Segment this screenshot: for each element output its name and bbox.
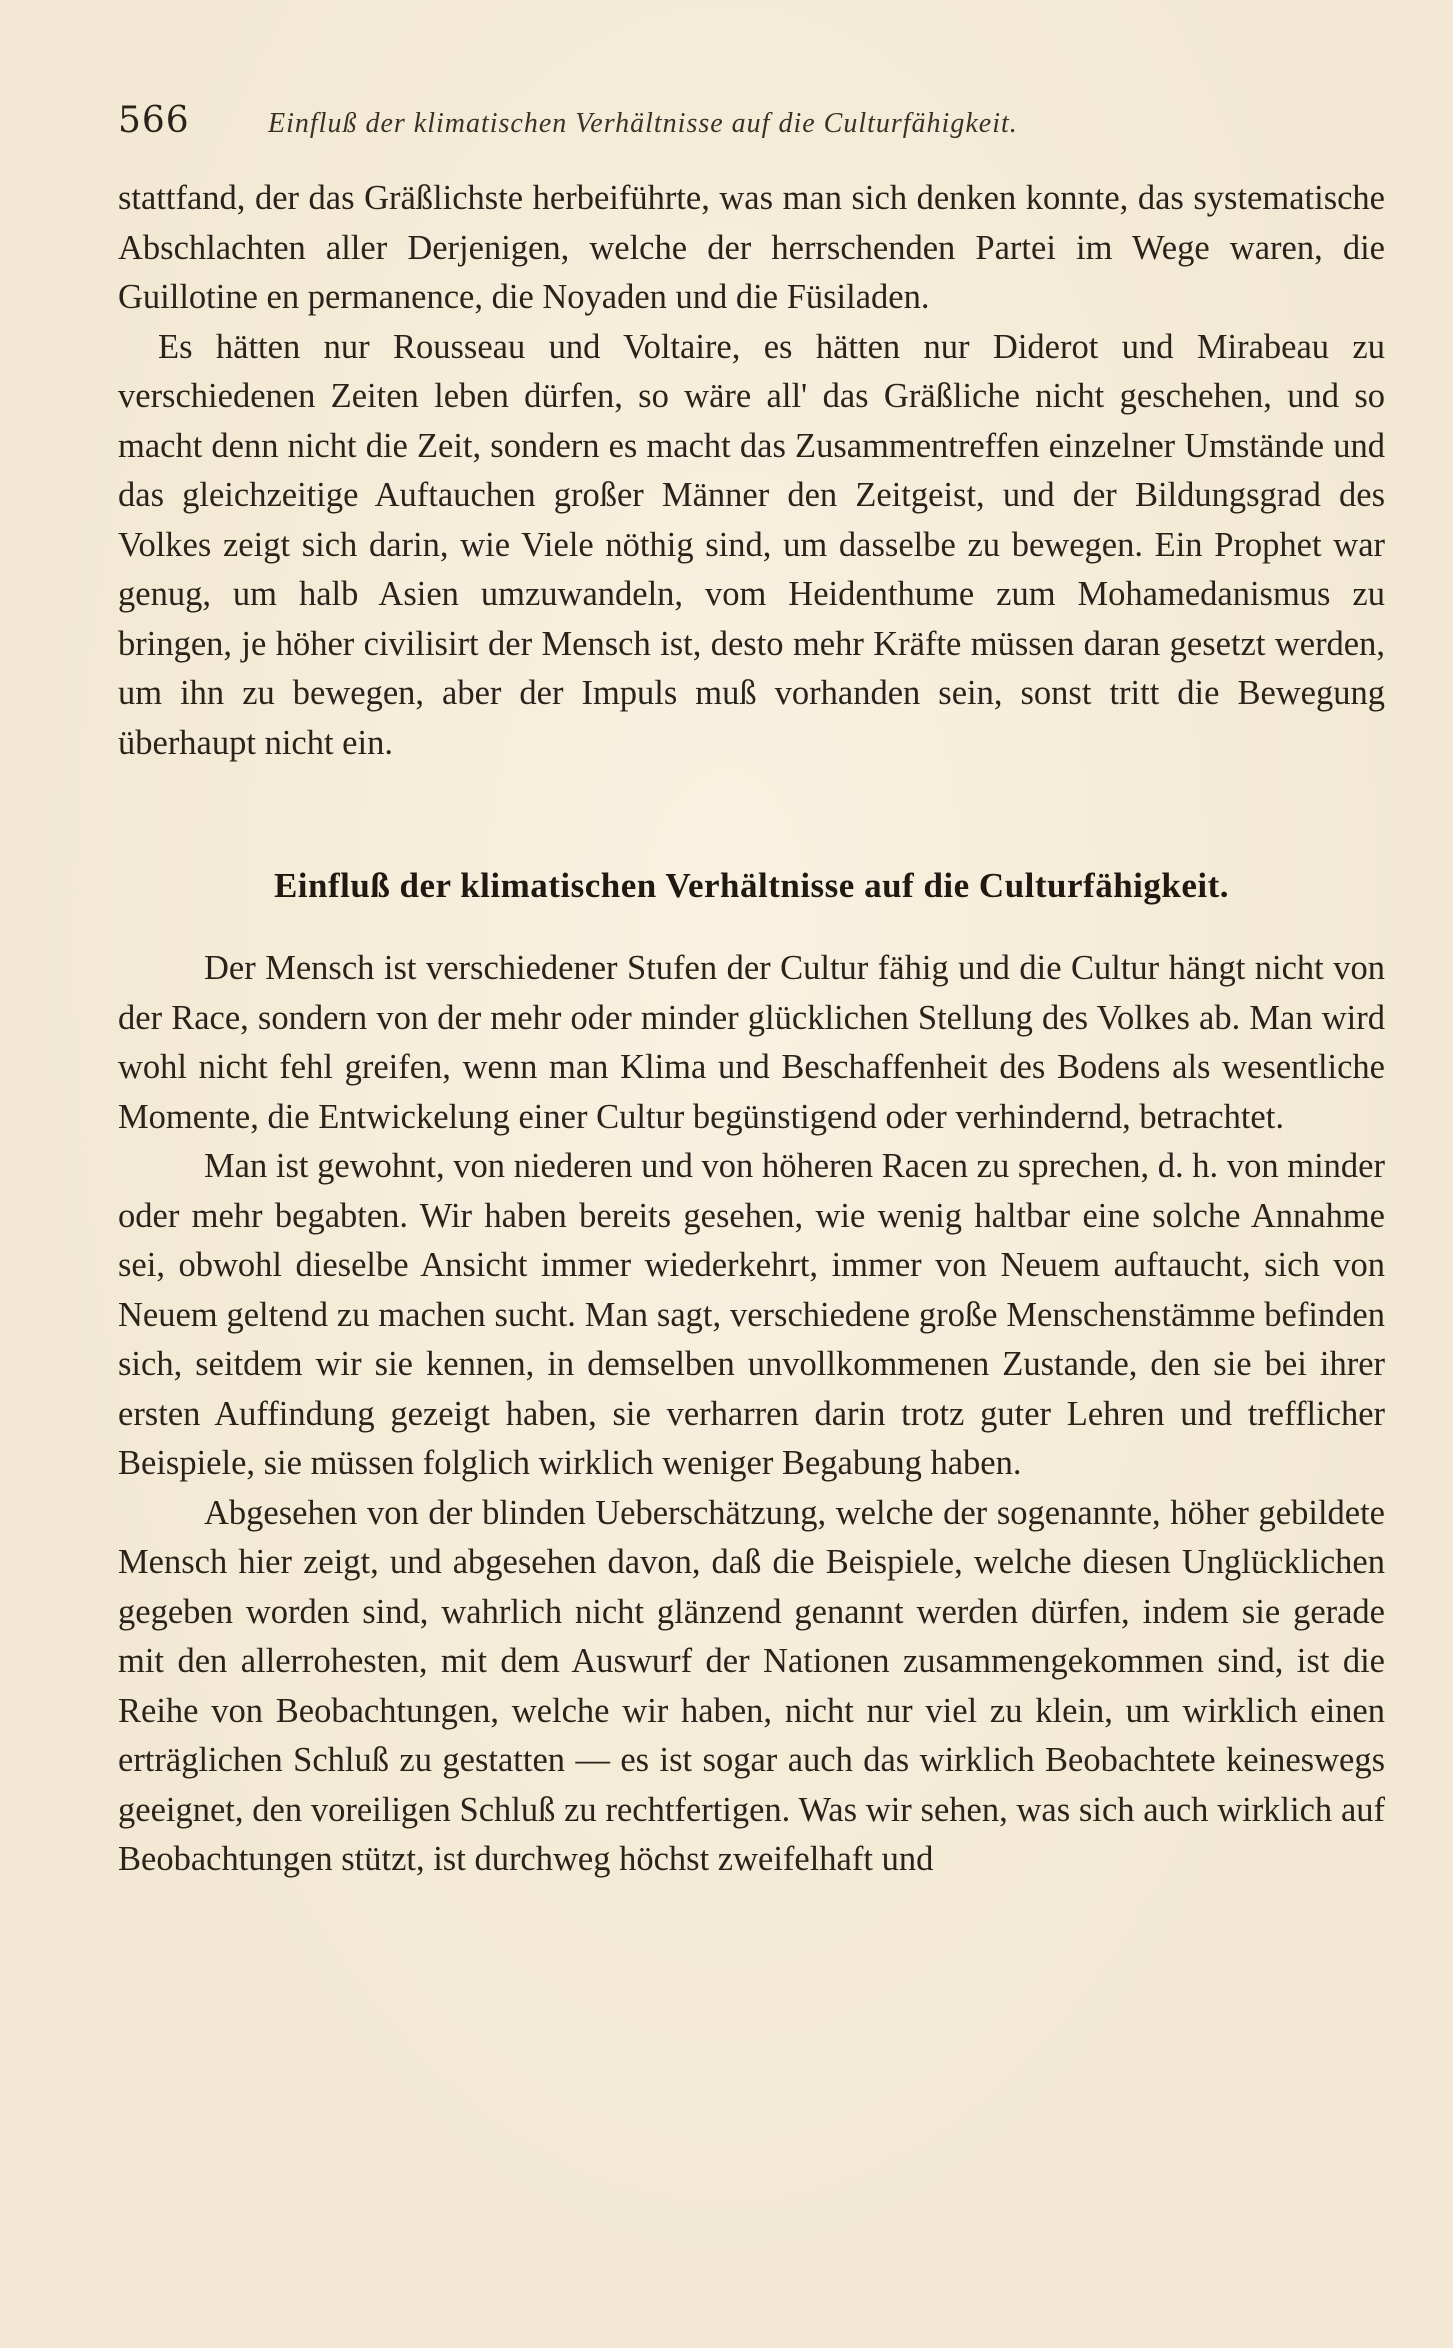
page-header xyxy=(118,100,1385,156)
text-after-heading xyxy=(118,944,1385,1885)
running-head: Einfluß der klimatischen Verhältnisse auf die Culturfähigkeit. xyxy=(268,108,1018,139)
paragraph: Es hätten nur Rousseau und Voltaire, es hätten nur Diderot und Mirabeau zu verschiedenen Zeiten leben dürfen, so wäre all' das Gräßliche nicht geschehen, und so macht denn nicht die Zeit, sondern es macht das Zusammentreffen einzelner Umstände und das gleichzeitige Auftauchen großer Männer den Zeitgeist, und der Bildungsgrad des Volkes zeigt sich darin, wie Viele nöthig sind, um dasselbe zu bewegen. Ein Prophet war genug, um halb Asien umzuwandeln, vom Heidenthume zum Mohamedanismus zu bringen, je höher civilisirt der Mensch ist, desto mehr Kräfte müssen daran gesetzt werden, um ihn zu bewegen, aber der Impuls muß vorhanden sein, sonst tritt die Bewegung überhaupt nicht ein. xyxy=(118,327,1385,762)
paragraph: stattfand, der das Gräßlichste herbeiführte, was man sich denken konnte, das systematische Abschlachten aller Derjenigen, welche der herrschenden Partei im Wege waren, die Guillotine en permanence, die Noyaden und die Füsiladen. xyxy=(118,179,1385,316)
paragraph: Man ist gewohnt, von niederen und von höheren Racen zu sprechen, d. h. von minder oder mehr begabten. Wir haben bereits gesehen, wie wenig haltbar eine solche Annahme sei, obwohl dieselbe Ansicht immer wiederkehrt, immer von Neuem auftaucht, sich von Neuem geltend zu machen sucht. Man sagt, verschiedene große Menschenstämme befinden sich, seitdem wir sie kennen, in demselben unvollkommenen Zustande, den sie bei ihrer ersten Auffindung gezeigt haben, sie verharren darin trotz guter Lehren und trefflicher Beispiele, sie müssen folglich wirklich weniger Begabung haben. xyxy=(118,1147,1385,1482)
paragraph: Der Mensch ist verschiedener Stufen der Cultur fähig und die Cultur hängt nicht von der Race, sondern von der mehr oder minder glücklichen Stellung des Volkes ab. Man wird wohl nicht fehl greifen, wenn man Klima und Beschaffenheit des Bodens als wesentliche Momente, die Entwickelung einer Cultur begünstigend oder verhindernd, betrachtet. xyxy=(118,949,1385,1136)
paragraph: Abgesehen von der blinden Ueberschätzung, welche der sogenannte, höher gebildete Mensch hier zeigt, und abgesehen davon, daß die Beispiele, welche diesen Unglücklichen gegeben worden sind, wahrlich nicht glänzend genannt werden dürfen, indem sie gerade mit den allerrohesten, mit dem Auswurf der Nationen zusammengekommen sind, ist die Reihe von Beobachtungen, welche wir haben, nicht nur viel zu klein, um wirklich einen erträglichen Schluß zu gestatten — es ist sogar auch das wirklich Beobachtete keineswegs geeignet, den voreiligen Schluß zu rechtfertigen. Was wir sehen, was sich auch wirklich auf Beobachtungen stützt, ist durchweg höchst zweifelhaft und xyxy=(118,1493,1385,1878)
section-heading: Einfluß der klimatischen Verhältnisse auf die Culturfähigkeit. xyxy=(273,866,1230,905)
page-number: 566 xyxy=(118,100,190,141)
text-before-heading xyxy=(118,174,1385,768)
